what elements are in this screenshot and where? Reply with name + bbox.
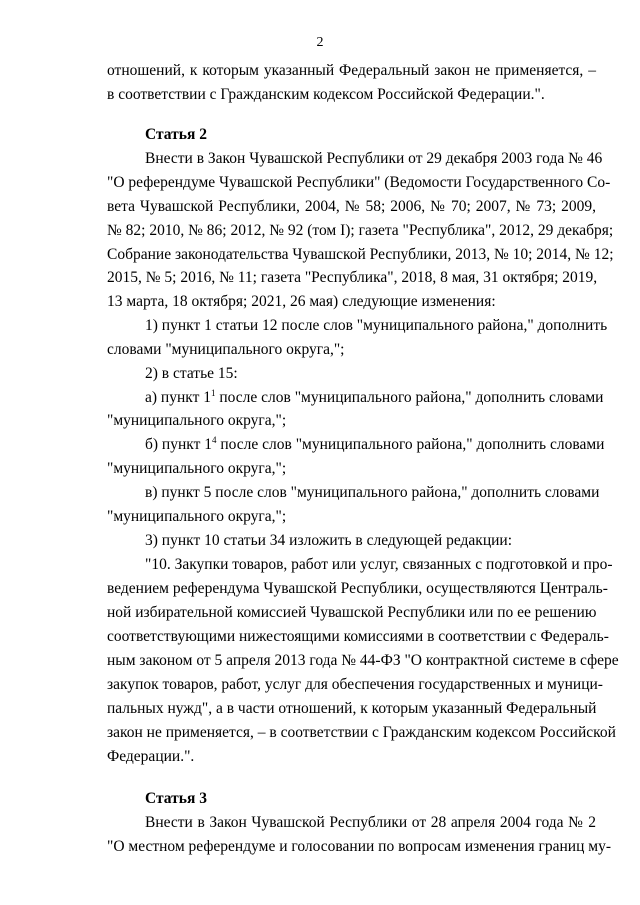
text-line: 2015, № 5; 2016, № 11; газета "Республика", 2018, 8 мая, 31 октября; 2019, bbox=[107, 269, 598, 286]
text-line: закупок товаров, работ, услуг для обеспечения государственных и муници- bbox=[107, 676, 603, 693]
text-line: "10. Закупки товаров, работ или услуг, связанных с подготовкой и про- bbox=[145, 556, 613, 573]
text-line: Внести в Закон Чувашской Республики от 28 апреля 2004 года № 2 bbox=[145, 814, 596, 831]
text-line: "муниципального округа,"; bbox=[107, 508, 287, 525]
text-line: ным законом от 5 апреля 2013 года № 44-ФЗ "О контрактной системе в сфере bbox=[107, 652, 619, 669]
text-line: Федерации.". bbox=[107, 748, 195, 765]
text-line: в) пункт 5 после слов "муниципального района," дополнить словами bbox=[145, 484, 600, 501]
text-line: Собрание законодательства Чувашской Республики, 2013, № 10; 2014, № 12; bbox=[107, 246, 614, 263]
text-line: в соответствии с Гражданским кодексом Российской Федерации.". bbox=[107, 86, 545, 103]
text-line bbox=[145, 388, 604, 408]
text-span: после слов "муниципального района," дополнить словами bbox=[216, 436, 605, 453]
text-line: соответствующими нижестоящими комиссиями в соответствии с Федераль- bbox=[107, 628, 609, 645]
superscript: 4 bbox=[212, 435, 217, 445]
article-3-heading: Статья 3 bbox=[145, 790, 207, 807]
text-line: пальных нужд", а в части отношений, к которым указанный Федеральный bbox=[107, 700, 597, 717]
text-line: "муниципального округа,"; bbox=[107, 412, 287, 429]
text-span: а) пункт 1 bbox=[145, 389, 211, 406]
article-2-heading: Статья 2 bbox=[145, 126, 207, 143]
text-line: закон не применяется, – в соответствии с Гражданским кодексом Российской bbox=[107, 724, 616, 741]
text-line: "муниципального округа,"; bbox=[107, 460, 287, 477]
text-line: словами "муниципального округа,"; bbox=[107, 341, 345, 358]
superscript: 1 bbox=[210, 388, 216, 398]
text-line: "О референдуме Чувашской Республики" (Ведомости Государственного Со- bbox=[107, 174, 611, 191]
text-line: "О местном референдуме и голосовании по вопросам изменения границ му- bbox=[107, 838, 611, 855]
text-line: вета Чувашской Республики, 2004, № 58; 2006, № 70; 2007, № 73; 2009, bbox=[107, 198, 596, 215]
text-span: б) пункт 1 bbox=[145, 436, 212, 453]
text-line: ной избирательной комиссией Чувашской Республики или по ее решению bbox=[107, 604, 597, 621]
text-line: ведением референдума Чувашской Республики, осуществляются Централь- bbox=[107, 580, 608, 597]
text-line: 2) в статье 15: bbox=[145, 365, 238, 382]
text-line: 13 марта, 18 октября; 2021, 26 мая) следующие изменения: bbox=[107, 293, 496, 310]
text-line: 1) пункт 1 статьи 12 после слов "муниципального района," дополнить bbox=[145, 317, 608, 334]
text-line: 3) пункт 10 статьи 34 изложить в следующей редакции: bbox=[145, 532, 513, 549]
text-span: после слов "муниципального района," дополнить словами bbox=[215, 389, 604, 406]
text-line: № 82; 2010, № 86; 2012, № 92 (том I); газета "Республика", 2012, 29 декабря; bbox=[107, 222, 614, 239]
text-line: отношений, к которым указанный Федеральный закон не применяется, – bbox=[107, 62, 596, 79]
text-line bbox=[145, 435, 605, 455]
text-line: Внести в Закон Чувашской Республики от 29 декабря 2003 года № 46 bbox=[145, 150, 603, 167]
page-number: 2 bbox=[316, 35, 324, 50]
